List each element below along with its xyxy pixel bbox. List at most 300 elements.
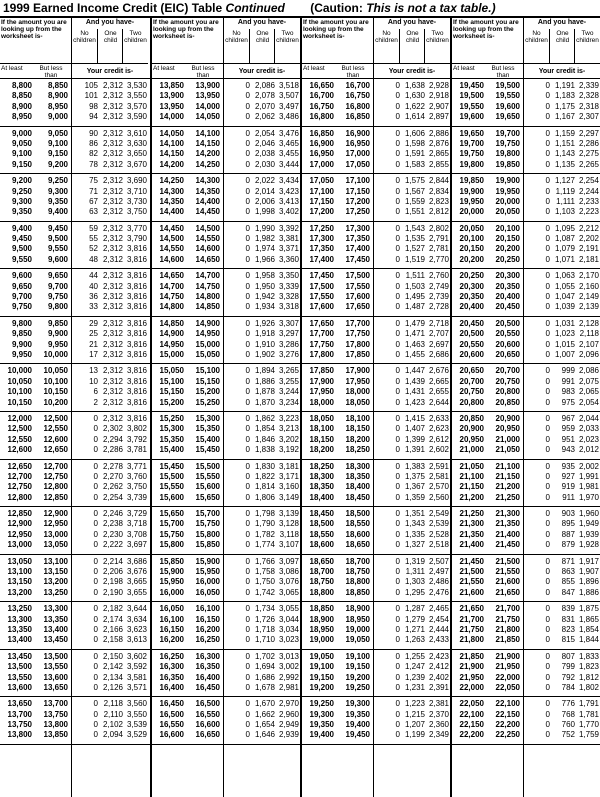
but-less-than-cell: 17,700 xyxy=(345,318,370,328)
but-less-than-cell: 9,800 xyxy=(47,302,68,312)
but-less-than-cell: 15,350 xyxy=(195,424,220,434)
two-children-credit: 2,139 xyxy=(578,302,599,312)
no-children-credit: 0 xyxy=(545,81,550,90)
table-row xyxy=(302,377,450,387)
but-less-than-cell: 19,250 xyxy=(345,682,370,692)
at-least-cell: 20,800 xyxy=(459,397,484,407)
at-least-cell: 9,600 xyxy=(11,271,32,281)
one-child-credit: 1,814 xyxy=(254,482,275,492)
two-children-credit: 3,771 xyxy=(126,461,147,471)
table-row xyxy=(452,557,600,567)
two-children-credit: 3,729 xyxy=(126,509,147,519)
row-group xyxy=(0,79,150,127)
two-children-credit: 1,970 xyxy=(578,492,599,502)
at-least-cell: 21,100 xyxy=(459,471,484,481)
but-less-than-cell: 17,950 xyxy=(345,376,370,386)
two-children-credit: 2,297 xyxy=(578,128,599,138)
table-row xyxy=(0,557,150,567)
two-children-credit: 3,676 xyxy=(126,567,147,577)
at-least-cell: 15,950 xyxy=(159,577,184,587)
but-less-than-cell: 17,900 xyxy=(345,366,370,376)
one-child-credit: 1,415 xyxy=(404,413,425,423)
but-less-than-cell: 13,900 xyxy=(195,81,220,90)
at-least-cell: 15,100 xyxy=(159,376,184,386)
two-children-credit: 2,518 xyxy=(428,540,449,550)
two-children-credit: 2,697 xyxy=(428,339,449,349)
no-children-credit: 0 xyxy=(245,635,250,645)
one-child-credit: 879 xyxy=(561,540,575,550)
table-row xyxy=(152,255,300,265)
table-row xyxy=(152,102,300,112)
two-children-credit: 3,650 xyxy=(126,149,147,159)
table-row xyxy=(152,662,300,672)
table-row xyxy=(0,588,150,598)
at-least-cell: 12,650 xyxy=(7,461,32,471)
no-children-credit: 0 xyxy=(395,556,400,566)
one-child-credit: 1,718 xyxy=(254,624,275,634)
no-children-label: No children xyxy=(375,30,398,44)
at-least-cell: 19,550 xyxy=(459,101,484,111)
at-least-cell: 19,650 xyxy=(459,128,484,138)
no-children-credit: 6 xyxy=(93,387,98,397)
at-least-cell: 9,800 xyxy=(11,318,32,328)
table-row xyxy=(452,350,600,360)
but-less-than-cell: 19,300 xyxy=(345,699,370,709)
at-least-cell: 16,350 xyxy=(159,672,184,682)
row-group xyxy=(452,507,600,555)
but-less-than-cell: 20,600 xyxy=(495,339,520,349)
at-least-cell: 13,550 xyxy=(7,672,32,682)
one-child-credit: 2,206 xyxy=(102,567,123,577)
no-children-credit: 0 xyxy=(245,271,250,281)
but-less-than-cell: 13,100 xyxy=(43,556,68,566)
but-less-than-cell: 9,250 xyxy=(47,176,68,186)
but-less-than-cell: 18,150 xyxy=(345,424,370,434)
one-child-credit: 2,134 xyxy=(102,672,123,682)
no-children-credit: 0 xyxy=(545,244,550,254)
one-child-credit: 1,990 xyxy=(254,223,275,233)
no-children-credit: 0 xyxy=(545,587,550,597)
no-children-credit: 0 xyxy=(545,138,550,148)
but-less-than-cell: 15,850 xyxy=(195,540,220,550)
table-row xyxy=(452,509,600,519)
no-children-credit: 0 xyxy=(93,720,98,730)
row-group xyxy=(302,507,450,555)
no-children-credit: 0 xyxy=(395,604,400,614)
no-children-credit: 0 xyxy=(545,540,550,550)
two-children-credit: 2,560 xyxy=(428,492,449,502)
one-child-credit: 1,111 xyxy=(556,196,575,206)
table-row xyxy=(0,652,150,662)
one-child-credit: 2,302 xyxy=(102,424,123,434)
two-children-credit: 2,265 xyxy=(578,159,599,169)
table-row xyxy=(302,635,450,645)
table-row xyxy=(152,414,300,424)
one-child-credit: 839 xyxy=(561,604,575,614)
no-children-credit: 0 xyxy=(245,176,250,186)
but-less-than-cell: 16,300 xyxy=(195,651,220,661)
table-row xyxy=(0,102,150,112)
one-child-credit: 2,312 xyxy=(102,112,123,122)
at-least-cell: 16,800 xyxy=(309,112,334,122)
one-child-credit: 1,479 xyxy=(404,318,425,328)
one-child-credit: 1,838 xyxy=(254,445,275,455)
no-children-credit: 0 xyxy=(545,376,550,386)
table-row xyxy=(152,398,300,408)
no-children-credit: 0 xyxy=(245,302,250,312)
at-least-cell: 18,150 xyxy=(309,434,334,444)
no-children-credit: 0 xyxy=(245,387,250,397)
one-child-credit: 1,870 xyxy=(254,397,275,407)
two-children-credit: 3,665 xyxy=(126,577,147,587)
table-row xyxy=(452,683,600,693)
one-child-credit: 1,567 xyxy=(404,186,425,196)
one-child-credit: 1,127 xyxy=(554,176,575,186)
but-less-than-cell: 21,550 xyxy=(495,567,520,577)
one-child-credit: 1,191 xyxy=(554,81,575,90)
but-less-than-cell: 14,900 xyxy=(195,318,220,328)
table-row xyxy=(302,81,450,91)
no-children-credit: 10 xyxy=(89,376,98,386)
but-less-than-cell: 13,950 xyxy=(195,91,220,101)
one-child-credit: 2,198 xyxy=(102,577,123,587)
but-less-than-cell: 18,950 xyxy=(345,614,370,624)
one-child-credit: 1,303 xyxy=(404,577,425,587)
table-row xyxy=(0,340,150,350)
column-header xyxy=(302,16,450,79)
one-child-credit: 959 xyxy=(561,424,575,434)
no-children-credit: 0 xyxy=(545,112,550,122)
but-less-than-cell: 20,050 xyxy=(495,207,520,217)
but-less-than-cell: 13,600 xyxy=(43,672,68,682)
at-least-cell: 20,100 xyxy=(459,234,484,244)
at-least-cell: 17,050 xyxy=(309,176,334,186)
at-least-cell: 20,550 xyxy=(459,339,484,349)
table-row xyxy=(152,81,300,91)
but-less-than-cell: 20,550 xyxy=(495,329,520,339)
but-less-than-cell: 14,950 xyxy=(195,329,220,339)
one-child-credit: 1,151 xyxy=(554,138,575,148)
one-child-credit: 1,215 xyxy=(404,709,425,719)
two-children-credit: 2,160 xyxy=(578,281,599,291)
no-children-credit: 0 xyxy=(93,730,98,740)
one-child-credit: 2,254 xyxy=(102,492,123,502)
but-less-than-cell: 16,400 xyxy=(195,672,220,682)
caution-prefix: (Caution: xyxy=(310,1,363,15)
no-children-credit: 0 xyxy=(93,529,98,539)
no-children-credit: 75 xyxy=(89,176,98,186)
two-children-credit: 3,192 xyxy=(278,445,299,455)
one-child-credit: 2,046 xyxy=(254,138,275,148)
table-row xyxy=(452,540,600,550)
one-child-credit: 2,126 xyxy=(102,682,123,692)
but-less-than-cell: 22,050 xyxy=(495,682,520,692)
but-less-than-cell: 21,600 xyxy=(495,577,520,587)
table-row xyxy=(302,493,450,503)
at-least-cell: 12,900 xyxy=(7,519,32,529)
two-children-credit: 3,816 xyxy=(126,302,147,312)
no-children-credit: 0 xyxy=(395,461,400,471)
no-children-credit: 0 xyxy=(395,730,400,740)
one-child-credit: 2,312 xyxy=(102,207,123,217)
but-less-than-cell: 20,400 xyxy=(495,292,520,302)
at-least-cell: 15,300 xyxy=(159,424,184,434)
one-child-credit: 2,312 xyxy=(102,244,123,254)
two-children-credit: 3,529 xyxy=(126,730,147,740)
one-child-credit: 2,214 xyxy=(102,556,123,566)
but-less-than-cell: 16,700 xyxy=(345,81,370,90)
two-children-credit: 3,610 xyxy=(126,128,147,138)
but-less-than-cell: 9,100 xyxy=(47,138,68,148)
row-groups xyxy=(0,79,150,745)
one-child-credit: 1,974 xyxy=(254,244,275,254)
one-child-credit: 823 xyxy=(561,624,575,634)
two-children-credit: 3,792 xyxy=(126,434,147,444)
table-row xyxy=(0,255,150,265)
table-row xyxy=(302,445,450,455)
but-less-than-cell: 10,000 xyxy=(43,349,68,359)
two-children-credit: 2,402 xyxy=(428,672,449,682)
table-row xyxy=(452,366,600,376)
one-child-credit: 1,934 xyxy=(254,302,275,312)
but-less-than-cell: 20,650 xyxy=(495,349,520,359)
but-less-than-cell: 14,450 xyxy=(195,207,220,217)
two-children-credit: 3,670 xyxy=(126,159,147,169)
no-children-credit: 0 xyxy=(93,635,98,645)
one-child-credit: 1,527 xyxy=(404,244,425,254)
table-row xyxy=(302,160,450,170)
but-less-than-cell: 13,200 xyxy=(43,577,68,587)
no-children-credit: 0 xyxy=(395,159,400,169)
table-row xyxy=(152,615,300,625)
at-least-cell: 8,950 xyxy=(11,112,32,122)
table-row xyxy=(452,244,600,254)
no-children-credit: 0 xyxy=(545,529,550,539)
two-children-credit: 3,371 xyxy=(278,244,299,254)
one-child-credit: 1,519 xyxy=(404,254,425,264)
one-child-credit: 1,575 xyxy=(404,176,425,186)
but-less-than-cell: 19,950 xyxy=(495,186,520,196)
at-least-cell: 16,250 xyxy=(159,651,184,661)
at-least-cell: 18,650 xyxy=(309,556,334,566)
two-children-credit: 3,590 xyxy=(126,112,147,122)
no-children-credit: 0 xyxy=(545,413,550,423)
table-row xyxy=(452,176,600,186)
table-row xyxy=(0,615,150,625)
at-least-cell: 19,850 xyxy=(459,176,484,186)
no-children-credit: 0 xyxy=(245,397,250,407)
table-row xyxy=(452,472,600,482)
header-divider xyxy=(399,29,400,63)
no-children-credit: 0 xyxy=(395,651,400,661)
but-less-than-cell: 18,550 xyxy=(345,519,370,529)
at-least-cell: 10,000 xyxy=(7,366,32,376)
but-less-than-cell: 14,200 xyxy=(195,149,220,159)
table-row xyxy=(302,197,450,207)
two-children-credit: 3,630 xyxy=(126,138,147,148)
table-row xyxy=(152,129,300,139)
no-children-credit: 0 xyxy=(395,413,400,423)
at-least-cell: 21,300 xyxy=(459,519,484,529)
table-row xyxy=(0,160,150,170)
no-children-credit: 0 xyxy=(245,699,250,709)
header-divider xyxy=(549,29,550,63)
one-child-credit: 831 xyxy=(561,614,575,624)
no-children-credit: 0 xyxy=(93,461,98,471)
table-row xyxy=(452,720,600,730)
one-child-credit: 1,175 xyxy=(554,101,575,111)
one-child-credit: 2,038 xyxy=(254,149,275,159)
but-less-than-cell: 16,350 xyxy=(195,662,220,672)
no-children-credit: 0 xyxy=(93,709,98,719)
at-least-cell: 13,200 xyxy=(7,587,32,597)
one-child-credit: 1,622 xyxy=(404,101,425,111)
table-column xyxy=(150,16,300,797)
one-child-credit: 2,312 xyxy=(102,366,123,376)
your-credit-label: Your credit is- xyxy=(388,68,436,75)
table-row xyxy=(452,387,600,397)
two-children-credit: 2,507 xyxy=(428,556,449,566)
two-children-credit: 1,960 xyxy=(578,509,599,519)
no-children-credit: 0 xyxy=(93,699,98,709)
but-less-than-cell: 19,100 xyxy=(345,651,370,661)
but-less-than-cell: 15,200 xyxy=(195,387,220,397)
one-child-credit: 1,774 xyxy=(254,540,275,550)
one-child-credit: 1,207 xyxy=(404,720,425,730)
no-children-credit: 0 xyxy=(245,223,250,233)
two-children-credit: 3,686 xyxy=(126,556,147,566)
no-children-credit: 0 xyxy=(245,614,250,624)
one-child-credit: 2,078 xyxy=(254,91,275,101)
at-least-label: At least xyxy=(303,65,325,72)
but-less-than-cell: 15,800 xyxy=(195,529,220,539)
at-least-cell: 16,450 xyxy=(159,699,184,709)
no-children-credit: 59 xyxy=(89,223,98,233)
no-children-credit: 0 xyxy=(545,577,550,587)
two-children-credit: 2,665 xyxy=(428,376,449,386)
two-children-credit: 3,339 xyxy=(278,281,299,291)
at-least-cell: 20,600 xyxy=(459,349,484,359)
two-children-credit: 2,581 xyxy=(428,471,449,481)
table-row xyxy=(452,435,600,445)
two-children-credit: 3,244 xyxy=(278,387,299,397)
caution-text: This is not a tax table.) xyxy=(366,1,496,15)
but-less-than-cell: 13,400 xyxy=(43,624,68,634)
at-least-cell: 18,500 xyxy=(309,519,334,529)
two-children-credit: 3,402 xyxy=(278,207,299,217)
table-row xyxy=(0,730,150,740)
no-children-credit: 90 xyxy=(89,128,98,138)
one-child-credit: 887 xyxy=(561,529,575,539)
header-divider xyxy=(97,29,98,63)
one-child-credit: 1,559 xyxy=(404,196,425,206)
one-child-credit: 1,423 xyxy=(404,397,425,407)
two-children-credit: 3,465 xyxy=(278,138,299,148)
no-children-credit: 0 xyxy=(93,413,98,423)
table-row xyxy=(152,244,300,254)
at-least-cell: 16,600 xyxy=(159,730,184,740)
but-less-than-cell: 17,250 xyxy=(345,207,370,217)
table-row xyxy=(302,509,450,519)
table-row xyxy=(302,730,450,740)
no-children-credit: 0 xyxy=(395,101,400,111)
at-least-cell: 21,150 xyxy=(459,482,484,492)
table-row xyxy=(0,282,150,292)
table-column xyxy=(0,16,150,797)
table-row xyxy=(152,271,300,281)
no-children-credit: 0 xyxy=(545,234,550,244)
but-less-than-cell: 18,450 xyxy=(345,492,370,502)
table-row xyxy=(452,652,600,662)
one-child-credit: 2,312 xyxy=(102,101,123,111)
no-children-credit: 0 xyxy=(245,577,250,587)
two-children-credit: 3,816 xyxy=(126,349,147,359)
two-children-credit: 3,760 xyxy=(126,471,147,481)
one-child-credit: 1,535 xyxy=(404,234,425,244)
table-row xyxy=(452,292,600,302)
at-least-cell: 17,850 xyxy=(309,366,334,376)
your-credit-label: Your credit is- xyxy=(238,68,286,75)
one-child-credit: 1,790 xyxy=(254,519,275,529)
one-child-credit: 1,103 xyxy=(554,207,575,217)
table-row xyxy=(0,329,150,339)
and-you-have-label: And you have- xyxy=(387,19,437,26)
two-children-credit: 3,265 xyxy=(278,366,299,376)
two-children-credit: 3,434 xyxy=(278,176,299,186)
two-children-credit: 3,816 xyxy=(126,397,147,407)
but-less-than-cell: 13,650 xyxy=(43,682,68,692)
but-less-than-cell: 20,250 xyxy=(495,254,520,264)
one-child-credit: 1,223 xyxy=(404,699,425,709)
no-children-credit: 0 xyxy=(395,128,400,138)
one-child-credit: 1,918 xyxy=(254,329,275,339)
at-least-cell: 20,500 xyxy=(459,329,484,339)
row-group xyxy=(152,269,300,317)
two-children-credit: 2,812 xyxy=(428,207,449,217)
but-less-than-cell: 16,150 xyxy=(195,614,220,624)
two-children-credit: 1,928 xyxy=(578,540,599,550)
at-least-cell: 21,000 xyxy=(459,445,484,455)
no-children-credit: 0 xyxy=(245,540,250,550)
table-row xyxy=(302,472,450,482)
table-row xyxy=(452,493,600,503)
at-least-cell: 20,700 xyxy=(459,376,484,386)
at-least-cell: 14,400 xyxy=(159,207,184,217)
one-child-credit: 2,312 xyxy=(102,349,123,359)
title-main: 1999 Earned Income Credit (EIC) Table xyxy=(3,1,223,15)
page-title xyxy=(3,0,496,16)
two-children-credit: 3,750 xyxy=(126,482,147,492)
row-group xyxy=(152,507,300,555)
table-row xyxy=(302,530,450,540)
no-children-credit: 0 xyxy=(245,91,250,101)
at-least-cell: 13,800 xyxy=(7,730,32,740)
row-group xyxy=(452,79,600,127)
one-child-credit: 1,950 xyxy=(254,281,275,291)
two-children-label: Two children xyxy=(426,30,449,44)
table-row xyxy=(302,625,450,635)
but-less-than-label: But less than xyxy=(191,65,215,79)
at-least-cell: 16,750 xyxy=(309,101,334,111)
but-less-than-cell: 19,400 xyxy=(345,720,370,730)
table-row xyxy=(452,377,600,387)
two-children-credit: 2,107 xyxy=(578,339,599,349)
no-children-credit: 0 xyxy=(545,567,550,577)
table-row xyxy=(302,720,450,730)
table-column xyxy=(450,16,600,797)
two-children-credit: 2,855 xyxy=(428,159,449,169)
table-row xyxy=(0,662,150,672)
